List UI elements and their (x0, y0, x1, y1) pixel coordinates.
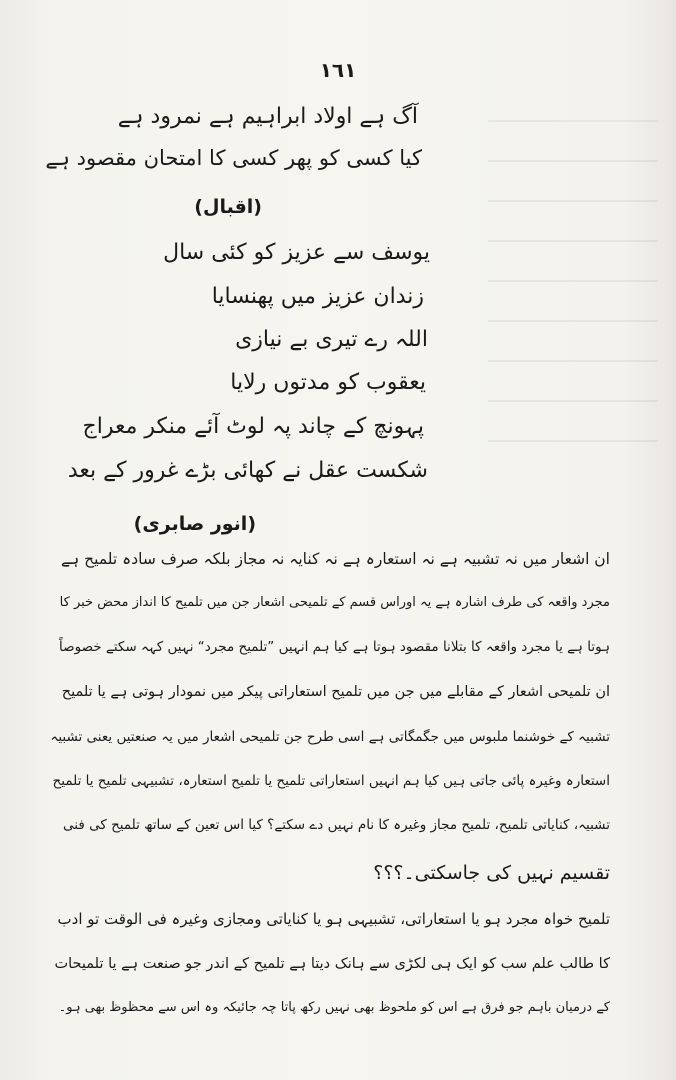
prose1-line-6: استعارہ وغیرہ پائی جاتی ہیں کیا ہم انہیں استعاراتی تلمیح یا تلمیح استعارہ، تشبیہی تلمیح یا تلمیح (52, 773, 610, 789)
poem2-line-5: پہونچ کے چاند پہ لوٹ آئے منکر معراج (82, 414, 424, 439)
prose1-line-8: تقسیم نہیں کی جاسکتی۔؟؟؟ (373, 862, 610, 884)
poem2-line-1: یوسف سے عزیز کو کئی سال (163, 240, 430, 265)
poem2-line-3: اللہ رے تیری بے نیازی (235, 327, 428, 352)
prose2-line-3: کے درمیان باہم جو فرق ہے اس کو ملحوظ بھی نہیں رکھ پاتا چہ جائیکہ وہ اس سے محظوظ بھی ہو۔ (58, 1000, 610, 1015)
poem1-line-1: آگ ہے اولاد ابراہیم ہے نمرود ہے (117, 104, 418, 129)
prose1-line-4: ان تلمیحی اشعار کے مقابلے میں جن میں تلمیح استعاراتی پیکر میں نمودار ہوتی ہے یا تلمیح (61, 684, 610, 700)
credit-anwar-sabri: (انور صابری) (133, 513, 256, 535)
poem2-line-2: زندان عزیز میں پھنسایا (211, 284, 424, 309)
poem2-line-6: شکست عقل نے کھائی بڑے غرور کے بعد (67, 458, 428, 483)
prose1-line-3: ہوتا ہے یا مجرد واقعہ کا بتلانا مقصود ہوتا ہے کیا ہم انہیں ”تلمیح مجرد“ نہیں کہہ سکتے خصوصاً (59, 639, 610, 655)
prose1-line-2: مجرد واقعہ کی طرف اشارہ ہے یہ اوراس قسم کے تلمیحی اشعار جن میں تلمیح کا انداز محض خبر کا (59, 595, 610, 610)
prose1-line-7: تشبیہ، کنایاتی تلمیح، تلمیح مجاز وغیرہ کا نام نہیں دے سکتے؟ کیا اس تعین کے ساتھ تلمیح کی فنی (63, 817, 610, 833)
prose1-line-1: ان اشعار میں نہ تشبیہ ہے نہ استعارہ ہے نہ کنایہ نہ مجاز بلکہ صرف سادہ تلمیح ہے (61, 550, 610, 568)
credit-iqbal: (اقبال) (194, 196, 262, 218)
prose2-line-1: تلمیح خواہ مجرد ہو یا استعاراتی، تشبیہی ہو یا کنایاتی ومجازی وغیرہ فی الوقت تو ادب (57, 910, 610, 928)
prose1-line-5: تشبیہ کے خوشنما ملبوس میں جگمگاتی ہے اسی طرح جن تلمیحی اشعار میں یہ صنعتیں یعنی تشبیہ (50, 729, 610, 745)
poem2-line-4: یعقوب کو مدتوں رلایا (230, 370, 426, 395)
show-through-bleed (488, 120, 658, 520)
page-number: ١٦١ (319, 58, 357, 82)
poem1-line-2: کیا کسی کو پھر کسی کا امتحان مقصود ہے (45, 146, 422, 170)
prose2-line-2: کا طالب علم سب کو ایک ہی لکڑی سے ہانک دیتا ہے تلمیح کے اندر جو صنعت ہے یا تلمیحات (54, 956, 610, 972)
